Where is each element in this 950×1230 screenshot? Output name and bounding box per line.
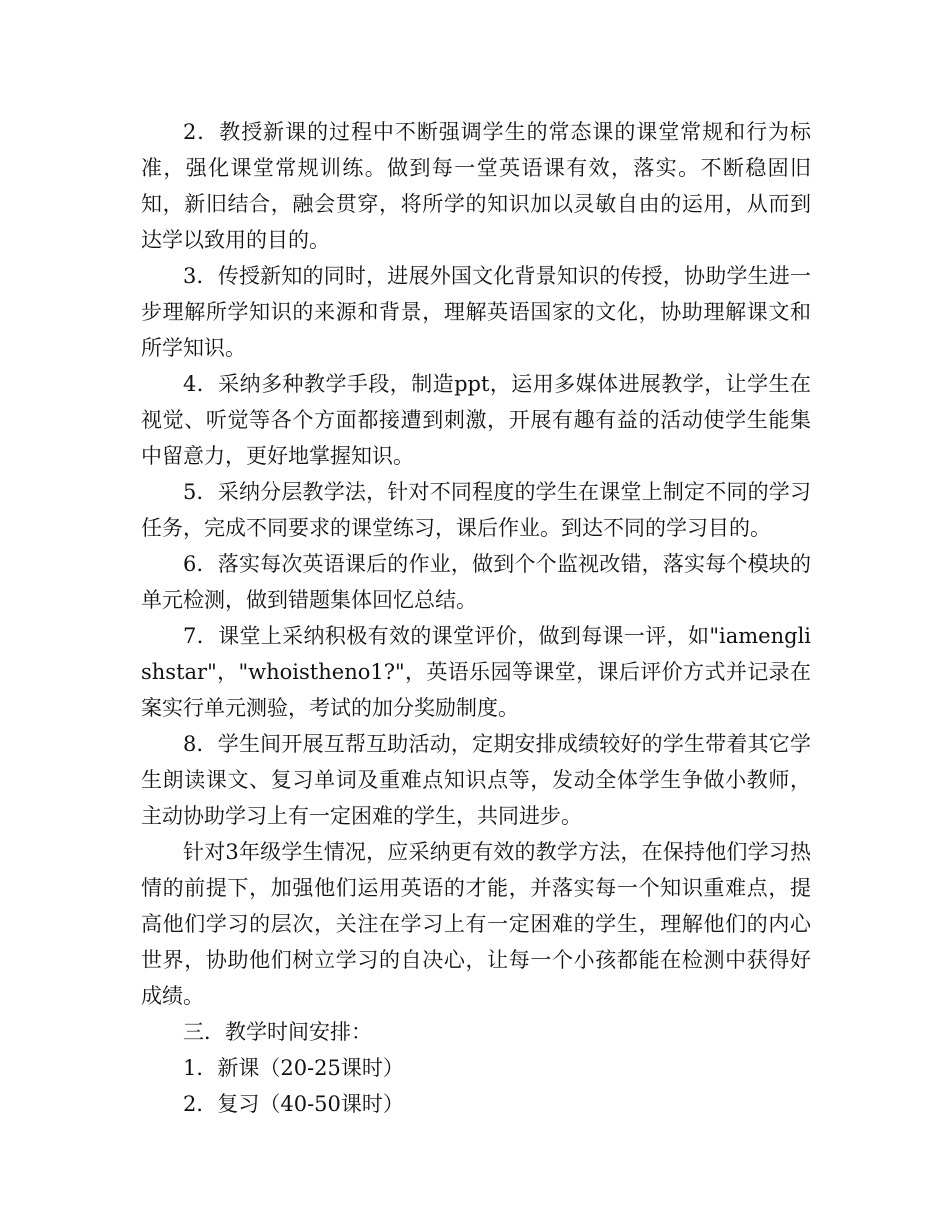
paragraph-item-6: 6．落实每次英语课后的作业，做到个个监视改错，落实每个模块的单元检测，做到错题集体回忆总结。 (141, 552, 811, 612)
paragraph-item-7: 7．课堂上采纳积极有效的课堂评价，做到每课一评，如"iamenglishstar"，"whoistheno1?"，英语乐园等课堂，课后评价方式并记录在案实行单元测验，考试的加分奖励制度。 (141, 624, 811, 720)
schedule-item-review: 2．复习（40-50课时） (183, 1092, 404, 1116)
section-heading: 三．教学时间安排： (183, 1020, 372, 1044)
paragraph-item-4: 4．采纳多种教学手段，制造ppt，运用多媒体进展教学，让学生在视觉、听觉等各个方面都接遭到刺激，开展有趣有益的活动使学生能集中留意力，更好地掌握知识。 (141, 372, 811, 468)
paragraph-item-8: 8．学生间开展互帮互助活动，定期安排成绩较好的学生带着其它学生朗读课文、复习单词及重难点知识点等，发动全体学生争做小教师，主动协助学习上有一定困难的学生，共同进步。 (141, 732, 811, 828)
document-body (141, 114, 811, 1122)
paragraph-item-2: 2．教授新课的过程中不断强调学生的常态课的课堂常规和行为标准，强化课堂常规训练。做到每一堂英语课有效，落实。不断稳固旧知，新旧结合，融会贯穿，将所学的知识加以灵敏自由的运用，从而到达学以致用的目的。 (141, 120, 811, 252)
paragraph-item-3: 3．传授新知的同时，进展外国文化背景知识的传授，协助学生进一步理解所学知识的来源和背景，理解英语国家的文化，协助理解课文和所学知识。 (141, 264, 811, 360)
paragraph-item-5: 5．采纳分层教学法，针对不同程度的学生在课堂上制定不同的学习任务，完成不同要求的课堂练习，课后作业。到达不同的学习目的。 (141, 480, 811, 540)
schedule-item-new-lessons: 1．新课（20-25课时） (183, 1056, 404, 1080)
summary-paragraph: 针对3年级学生情况，应采纳更有效的教学方法，在保持他们学习热情的前提下，加强他们运用英语的才能，并落实每一个知识重难点，提高他们学习的层次，关注在学习上有一定困难的学生，理解他们的内心世界，协助他们树立学习的自决心，让每一个小孩都能在检测中获得好成绩。 (141, 840, 811, 1008)
